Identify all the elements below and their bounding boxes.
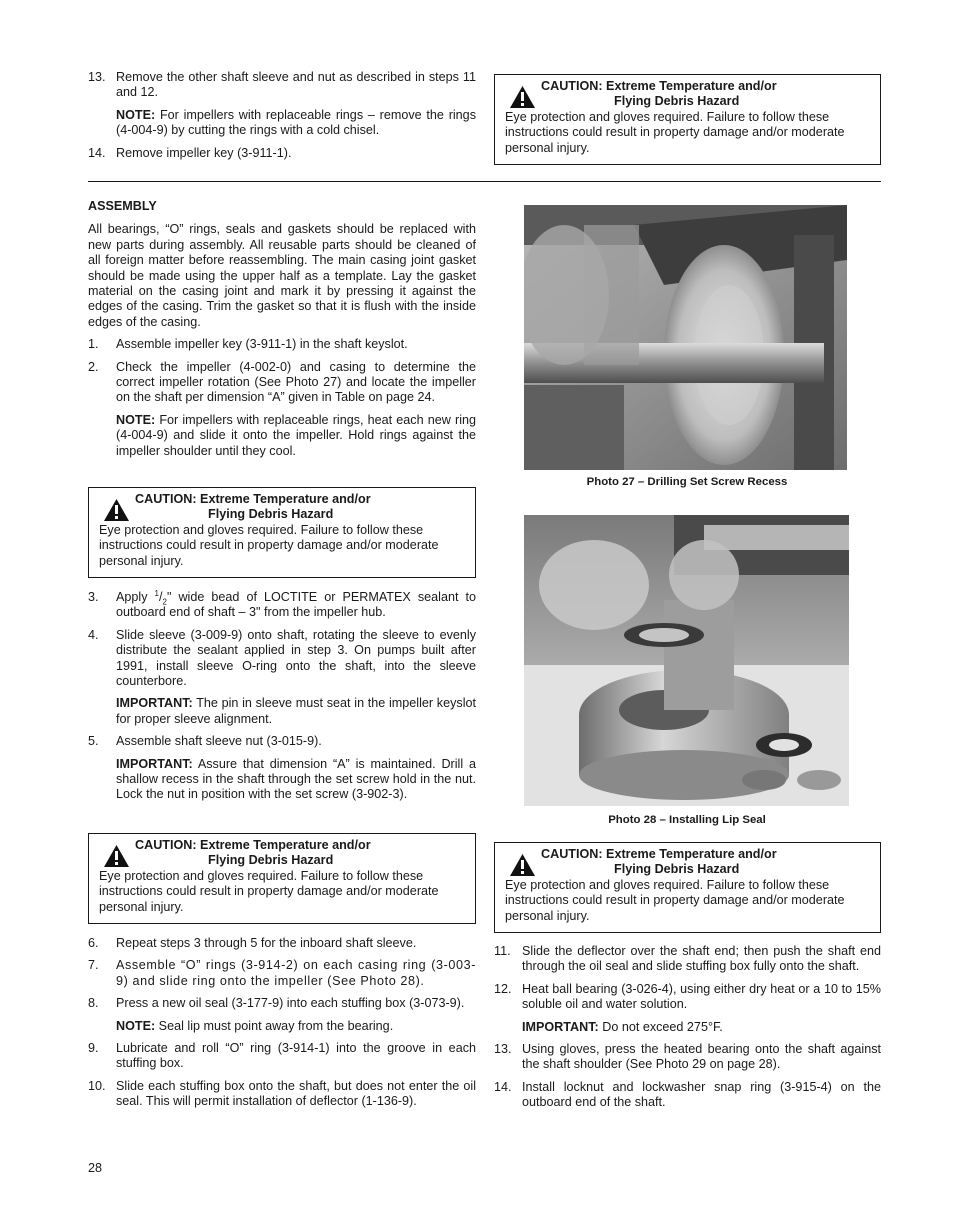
photo-27 [524,205,847,470]
section-divider [88,181,881,182]
step-7: 7. Assemble “O” rings (3-914-2) on each casing ring (3-003-9) and slide ring onto the impeller (See Photo 28). [88,958,476,988]
step-13: 13. Remove the other shaft sleeve and nut as described in steps 11 and 12. [88,70,476,100]
photo-27-caption: Photo 27 – Drilling Set Screw Recess [586,476,788,488]
step-8-note: NOTE: Seal lip must point away from the bearing. [116,1018,394,1033]
caution-body: Eye protection and gloves required. Failure to follow these instructions could result in property damage and/or moderate personal injury. [99,523,439,568]
step-4: 4. Slide sleeve (3-009-9) onto shaft, rotating the sleeve to evenly distribute the sealant applied in step 3. On pumps built after 1991, install sleeve O-ring onto the shaft, into the sleeve counterbore. [88,627,476,689]
caution-heading: CAUTION: Extreme Temperature and/or Flying Debris Hazard [505,847,870,878]
step-10: 10. Slide each stuffing box onto the shaft, but does not enter the oil seal. This will permit installation of deflector (1-136-9). [88,1078,476,1109]
warning-triangle-icon [103,844,130,868]
step-5-note: IMPORTANT: Assure that dimension “A” is maintained. Drill a shallow recess in the shaft through the set screw hold in the nut. Lock the nut in position with the set screw (3-902-3). [116,756,476,802]
step-2: 2. Check the impeller (4-002-0) and casing to determine the correct impeller rotation (See Photo 27) and locate the impeller on the shaft per dimension “A” given in Table on page 24. [88,359,476,405]
assembly-intro: All bearings, “O” rings, seals and gaskets should be replaced with new parts during assembly. All reusable parts should be cleaned of all foreign matter before reassembling. The main casing joint gasket should be made using the upper half as a template. Lay the gasket material on the casing joint and mark it by pressing it against the edges of the casing. Trim the gasket so that it is flush with the inside edges of the casing. [88,222,476,329]
step-14-right: 14. Install locknut and lockwasher snap ring (3-915-4) on the outboard end of the shaft. [494,1079,881,1110]
step-13-right: 13. Using gloves, press the heated bearing onto the shaft against the shaft shoulder (See Photo 29 on page 28). [494,1042,881,1072]
step-2-note: NOTE: For impellers with replaceable rings, heat each new ring (4-004-9) and slide it onto the impeller. Hold rings against the impeller shoulder until they cool. [116,412,476,458]
step-5: 5. Assemble shaft sleeve nut (3-015-9). [88,734,322,749]
section-heading: ASSEMBLY [88,199,157,213]
step-3: 3. Apply $^1/_2$" wide bead of LOCTITE or PERMATEX sealant to outboard end of shaft – 3" from the impeller hub. [88,588,476,620]
warning-triangle-icon [509,85,536,109]
caution-heading: CAUTION: Extreme Temperature and/or Flying Debris Hazard [99,838,465,869]
caution-box-top [494,74,881,165]
step-13-note: NOTE: For impellers with replaceable rings – remove the rings (4-004-9) by cutting the rings with a cold chisel. [116,107,476,138]
caution-body: Eye protection and gloves required. Failure to follow these instructions could result in property damage and/or moderate personal injury. [505,110,845,155]
installing-lip-seal-photo [524,515,849,806]
warning-triangle-icon [103,498,130,522]
caution-heading: CAUTION: Extreme Temperature and/or Flying Debris Hazard [505,79,870,110]
drilling-set-screw-recess-photo [524,205,847,470]
warning-triangle-icon [509,853,536,877]
caution-body: Eye protection and gloves required. Failure to follow these instructions could result in property damage and/or moderate personal injury. [99,869,439,914]
assembly-column [88,199,476,466]
step-6: 6. Repeat steps 3 through 5 for the inboard shaft sleeve. [88,936,417,950]
assembly-column-middle [88,590,476,810]
step-14: 14. Remove impeller key (3-911-1). [88,145,292,160]
step-11: 11. Slide the deflector over the shaft end; then push the shaft end through the oil seal and slide stuffing box fully onto the shaft. [494,944,881,974]
step-12: 12. Heat ball bearing (3-026-4), using either dry heat or a 10 to 15% soluble oil and water solution. [494,981,881,1012]
step-9: 9. Lubricate and roll “O” ring (3-914-1) into the groove in each stuffing box. [88,1041,476,1071]
caution-heading: CAUTION: Extreme Temperature and/or Flying Debris Hazard [99,492,465,523]
top-left-column [88,70,476,168]
right-column-steps [494,944,881,1118]
photo-28-caption: Photo 28 – Installing Lip Seal [608,814,766,826]
step-12-note: IMPORTANT: Do not exceed 275°F. [522,1019,723,1034]
page-number: 28 [88,1161,103,1175]
caution-box-left-2 [88,833,476,924]
assembly-column-bottom [88,936,476,1117]
caution-body: Eye protection and gloves required. Failure to follow these instructions could result in property damage and/or moderate personal injury. [505,878,845,923]
caution-box-right [494,842,881,933]
step-8: 8. Press a new oil seal (3-177-9) into each stuffing box (3-073-9). [88,996,465,1011]
photo-28 [524,515,849,806]
step-4-note: IMPORTANT: The pin in sleeve must seat in the impeller keyslot for proper sleeve alignment. [116,696,476,726]
caution-box-left-1 [88,487,476,578]
step-1: 1. Assemble impeller key (3-911-1) in the shaft keyslot. [88,337,408,352]
